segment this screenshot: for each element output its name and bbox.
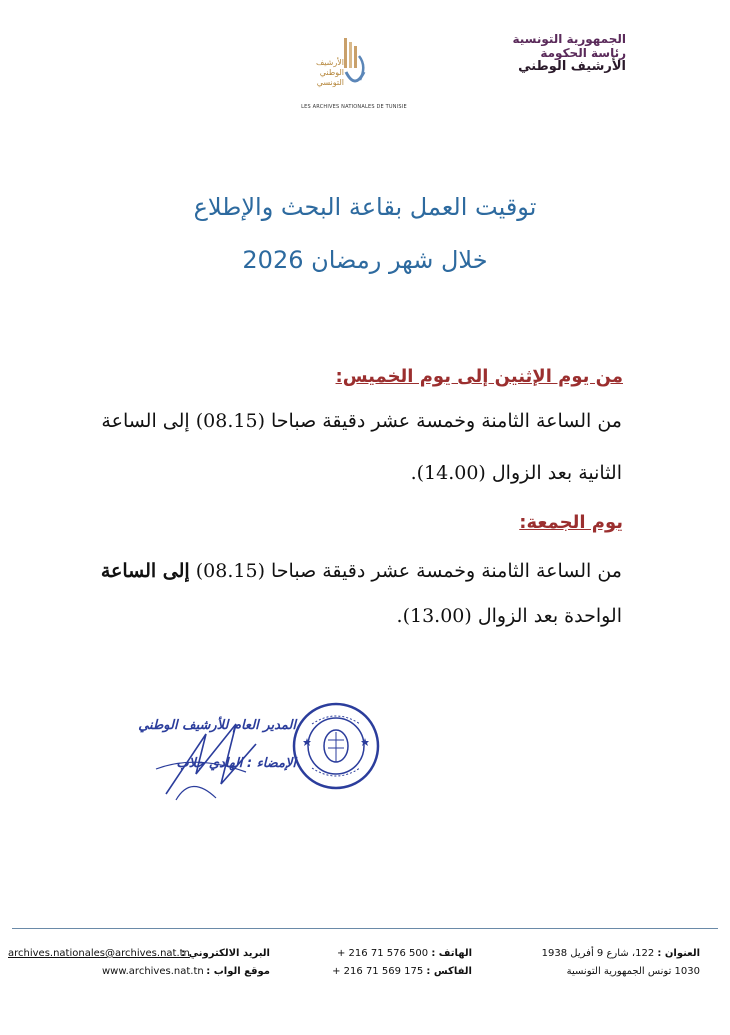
signature-name: الإمضاء : الهادي جلاب (176, 756, 296, 771)
footer-fax-value: 175 569 71 216 + (332, 966, 424, 977)
footer-address-label: العنوان : (657, 948, 700, 959)
footer-email-label: البريد الالكتروني : (181, 948, 270, 959)
footer-web-label: موقع الواب : (206, 966, 270, 977)
logo-arabic-text: الأرشيف الوطني التونسي (315, 58, 344, 87)
header-republic: الجمهورية التونسية (512, 32, 626, 46)
weekdays-hours-line2: الثانية بعد الزوال (14.00). (410, 462, 622, 484)
footer-divider (12, 928, 718, 929)
friday-hours-line1-normal: من الساعة الثامنة وخمسة عشر دقيقة صباحا (08.15) (195, 560, 622, 582)
friday-hours-line1-bold: إلى الساعة (100, 560, 190, 582)
footer-email-link[interactable]: archives.nationales@archives.nat.tn (8, 948, 190, 959)
footer-web-link[interactable]: www.archives.nat.tn (102, 966, 204, 977)
signature-scribble-icon (96, 714, 296, 804)
header-archives: الأرشيف الوطني (518, 59, 626, 74)
archives-logo (290, 30, 418, 114)
logo-caption: LES ARCHIVES NATIONALES DE TUNISIE (301, 104, 407, 110)
director-title: المدير العام للأرشيف الوطني (138, 718, 296, 733)
header-institution (426, 32, 626, 74)
footer-address-value: 122، شارع 9 أفريل 1938 (541, 948, 655, 959)
footer-address-line1 (542, 948, 700, 959)
header-government: رئاسة الحكومة (540, 46, 626, 60)
footer-address-line2: 1030 تونس الجمهورية التونسية (566, 966, 700, 977)
footer-phone-label: الهاتف : (431, 948, 472, 959)
friday-hours-line1 (87, 560, 622, 582)
signature-block (96, 714, 296, 804)
page-subtitle: خلال شهر رمضان 2026 (242, 246, 488, 274)
friday-heading: يوم الجمعة: (519, 512, 623, 533)
footer-phone (337, 948, 472, 959)
page-title: توقيت العمل بقاعة البحث والإطلاع (193, 193, 537, 221)
official-stamp-icon (290, 700, 382, 792)
archives-logo-icon (342, 36, 368, 94)
footer-phone-value: 500 576 71 216 + (336, 948, 429, 959)
friday-hours-line2: الواحدة بعد الزوال (13.00). (396, 605, 622, 627)
weekdays-heading: من يوم الإثنين إلى يوم الخميس: (335, 366, 623, 387)
weekdays-hours-line1: من الساعة الثامنة وخمسة عشر دقيقة صباحا (08.15) إلى الساعة (101, 410, 622, 432)
footer-fax-label: الفاكس : (426, 966, 472, 977)
footer-fax (332, 966, 472, 977)
